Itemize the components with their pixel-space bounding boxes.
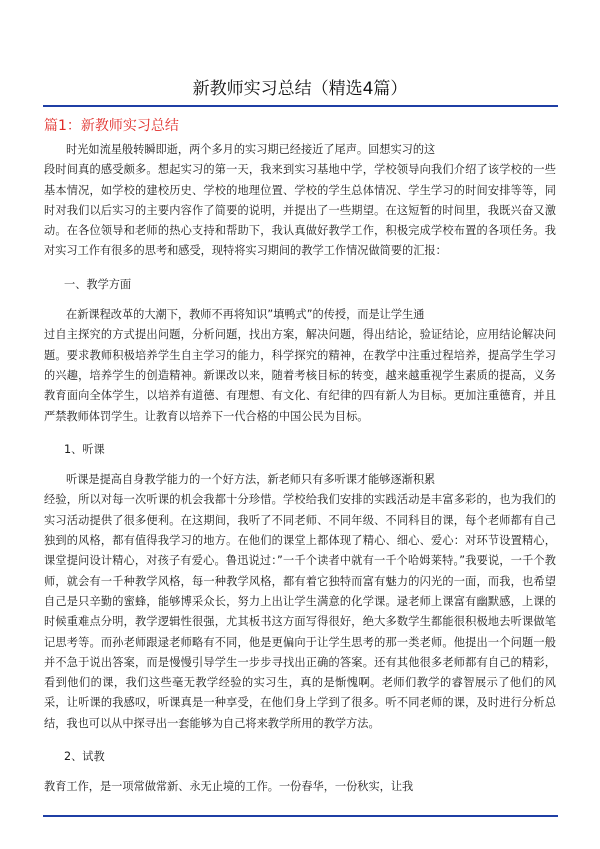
title-divider [43,105,558,107]
intro-paragraph-line1: 时光如流星般转瞬即逝，两个多月的实习期已经接近了尾声。回想实习的这 [66,143,436,156]
heading-listening: 1、听课 [64,442,105,456]
teaching-paragraph-line1: 在新课程改革的大潮下，教师不再将知识”填鸭式”的传授，而是让学生通 [66,308,425,322]
heading-teaching: 一、教学方面 [64,277,132,291]
intro-paragraph-rest: 段时间真的感受颇多。想起实习的第一天，我来到实习基地中学，学校领导向我们介绍了该学校的一些基本情况，如学校的建校历史、学校的地理位置、学校的学生总体情况、学生学习的时间安排等等，同时对我们以后实习的主要内容作了简要的说明，并提出了一些期望。在这短暂的时间里，我既兴奋又激动。在各位领导和老师的热心支持和帮助下，我认真做好教学工作，积极完成学校布置的各项任务。我对实习工作有很多的思考和感受，现特将实习期间的教学工作情况做简要的汇报： [44,163,556,258]
heading-trial: 2、试教 [64,750,105,764]
listening-paragraph-rest: 经验，所以对每一次听课的机会我都十分珍惜。学校给我们安排的实践活动是丰富多彩的，也为我们的实习活动提供了很多便利。在这期间，我听了不同老师、不同年级、不同科目的课，每个老师都有自己独到的风格，都有值得我学习的地方。在他们的课堂上都体现了精心、细心、爱心：对环节设置精心，课堂提问设计精心，对孩子有爱心。鲁迅说过：”一千个读者中就有一千个哈姆莱特。”我要说，一千个教师，就会有一千种教学风格，每一种教学风格，都有着它独特而富有魅力的闪光的一面，而我，也希望自己是只辛勤的蜜蜂，能够博采众长，努力上出让学生满意的化学课。逯老师上课富有幽默感，上课的时候重难点分明，教学逻辑性很强，尤其板书这方面写得很好，绝大多数学生都能很积极地去听课做笔记思考等。而孙老师跟逯老师略有不同，他是更偏向于让学生思考的那一类老师。他提出一个问题一般并不急于说出答案，而是慢慢引导学生一步步寻找出正确的答案。还有其他很多老师都有自己的精彩，看到他们的课，我们这些毫无教学经验的实习生，真的是惭愧啊。老师们教学的睿智展示了他们的风采，让听课的我感叹，听课真是一种享受，在他们身上学到了很多。听不同老师的课，及时进行分析总结，我也可以从中探寻出一套能够为自己将来教学所用的教学方法。 [44,493,556,730]
teaching-paragraph-rest: 过自主探究的方式提出问题，分析问题，找出方案，解决问题，得出结论，验证结论，应用结论解决问题。要求教师积极培养学生自主学习的能力，科学探究的精神，在教学中注重过程培养，提高学生学习的兴趣，培养学生的创造精神。新课改以来，随着考核目标的转变，越来越重视学生素质的提高，义务教育面向全体学生，以培养有道德、有理想、有文化、有纪律的四有新人为目标。更加注重德育，并且严禁教师体罚学生。让教育以培养下一代合格的中国公民为目标。 [44,328,556,423]
section-heading: 篇1：新教师实习总结 [44,118,179,134]
trial-paragraph-line1: 教育工作，是一项常做常新、永无止境的工作。一份春华，一份秋实，让我 [44,780,414,794]
footer-divider [43,815,558,817]
listening-paragraph-line1: 听课是提高自身教学能力的一个好方法，新老师只有多听课才能够逐渐积累 [66,473,436,487]
document-title: 新教师实习总结（精选4篇） [192,79,408,99]
document-body [44,140,556,798]
